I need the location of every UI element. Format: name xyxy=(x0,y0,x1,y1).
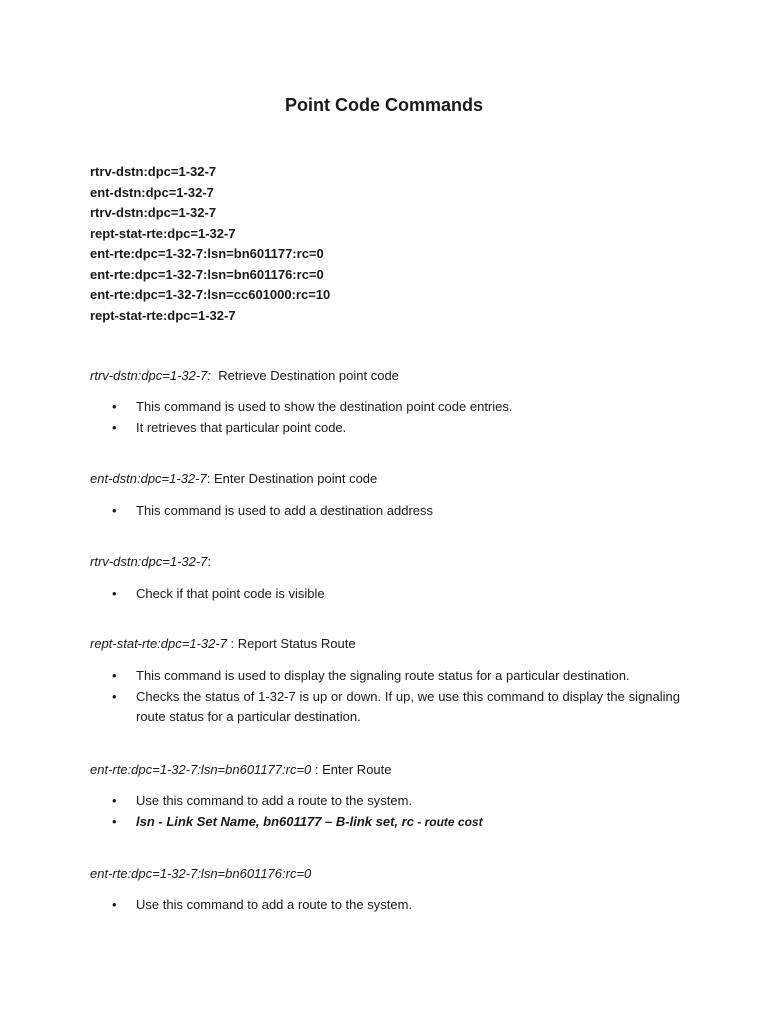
command-line: rept-stat-rte:dpc=1-32-7 xyxy=(90,307,236,323)
bullet-list xyxy=(90,397,680,438)
bullet-icon: • xyxy=(112,792,117,808)
list-item xyxy=(90,418,680,438)
command-description: : Enter Destination point code xyxy=(206,471,378,486)
command-line: ent-rte:dpc=1-32-7:lsn=cc601000:rc=10 xyxy=(90,287,331,302)
command-line: rept-stat-rte:dpc=1-32-7 xyxy=(90,225,236,241)
bullet-icon: • xyxy=(112,667,117,683)
bullet-list xyxy=(90,895,680,915)
bullet-text: This command is used to show the destination point code entries. xyxy=(136,398,513,414)
command-code: ent-rte:dpc=1-32-7:lsn=bn601176:rc=0 xyxy=(90,866,312,881)
bullet-list xyxy=(90,501,680,521)
bullet-text: Check if that point code is visible xyxy=(136,585,325,601)
section-ent-rte-bn601177 xyxy=(90,760,680,832)
bullet-text: It retrieves that particular point code. xyxy=(136,420,347,435)
command-description: : Report Status Route xyxy=(226,636,356,651)
section-ent-dstn xyxy=(90,469,680,520)
bullet-list xyxy=(90,666,680,727)
section-heading xyxy=(90,760,680,780)
list-item xyxy=(90,791,680,811)
section-heading xyxy=(90,552,680,572)
command-line: rtrv-dstn:dpc=1-32-7 xyxy=(90,205,217,220)
bullet-list xyxy=(90,584,680,604)
command-code: rtrv-dstn:dpc=1-32-7: xyxy=(90,368,212,383)
section-rtrv-dstn xyxy=(90,366,680,438)
command-list xyxy=(90,162,690,326)
bullet-icon: • xyxy=(112,398,117,414)
section-heading xyxy=(90,469,680,489)
bullet-text: This command is used to add a destination address xyxy=(136,502,434,518)
bullet-text: Use this command to add a route to the system. xyxy=(136,896,413,912)
command-code: rept-stat-rte:dpc=1-32-7 xyxy=(90,636,227,651)
section-heading xyxy=(90,864,680,884)
bullet-text-tail: - route cost xyxy=(413,815,483,829)
bullet-text: This command is used to display the signaling route status for a particular destination. xyxy=(136,667,630,683)
bullet-text: Checks the status of 1-32-7 is up or down. If up, we use this command to display the signaling route status for a particular destination. xyxy=(136,689,680,724)
list-item xyxy=(90,584,680,604)
bullet-icon: • xyxy=(112,814,117,829)
bullet-list xyxy=(90,791,680,832)
list-item xyxy=(90,666,680,686)
command-code: rtrv-dstn:dpc=1-32-7 xyxy=(90,554,208,569)
bullet-icon: • xyxy=(112,896,117,912)
section-heading xyxy=(90,634,680,654)
command-code: ent-rte:dpc=1-32-7:lsn=bn601177:rc=0 xyxy=(90,762,312,777)
command-description: : xyxy=(207,554,212,569)
bullet-icon: • xyxy=(112,689,117,704)
bullet-icon: • xyxy=(112,420,117,435)
section-rept-stat-rte xyxy=(90,634,680,726)
list-item xyxy=(90,501,680,521)
list-item xyxy=(90,397,680,417)
command-code: ent-dstn:dpc=1-32-7 xyxy=(90,471,207,486)
command-line: rtrv-dstn:dpc=1-32-7 xyxy=(90,164,217,179)
command-line: ent-rte:dpc=1-32-7:lsn=bn601176:rc=0 xyxy=(90,266,324,282)
list-item xyxy=(90,812,680,832)
section-heading xyxy=(90,366,680,386)
section-ent-rte-bn601176 xyxy=(90,864,680,914)
list-item xyxy=(90,687,680,726)
bullet-text: lsn - Link Set Name, bn601177 – B-link set, rc xyxy=(136,814,414,829)
command-description: : Enter Route xyxy=(311,762,392,777)
page-title: Point Code Commands xyxy=(284,95,483,115)
list-item xyxy=(90,895,680,915)
command-line: ent-rte:dpc=1-32-7:lsn=bn601177:rc=0 xyxy=(90,246,324,261)
bullet-icon: • xyxy=(112,502,117,518)
section-rtrv-dstn-check xyxy=(90,552,680,603)
command-description: Retrieve Destination point code xyxy=(211,368,399,383)
bullet-text: Use this command to add a route to the system. xyxy=(136,792,413,808)
bullet-icon: • xyxy=(112,585,117,601)
command-line: ent-dstn:dpc=1-32-7 xyxy=(90,184,214,200)
